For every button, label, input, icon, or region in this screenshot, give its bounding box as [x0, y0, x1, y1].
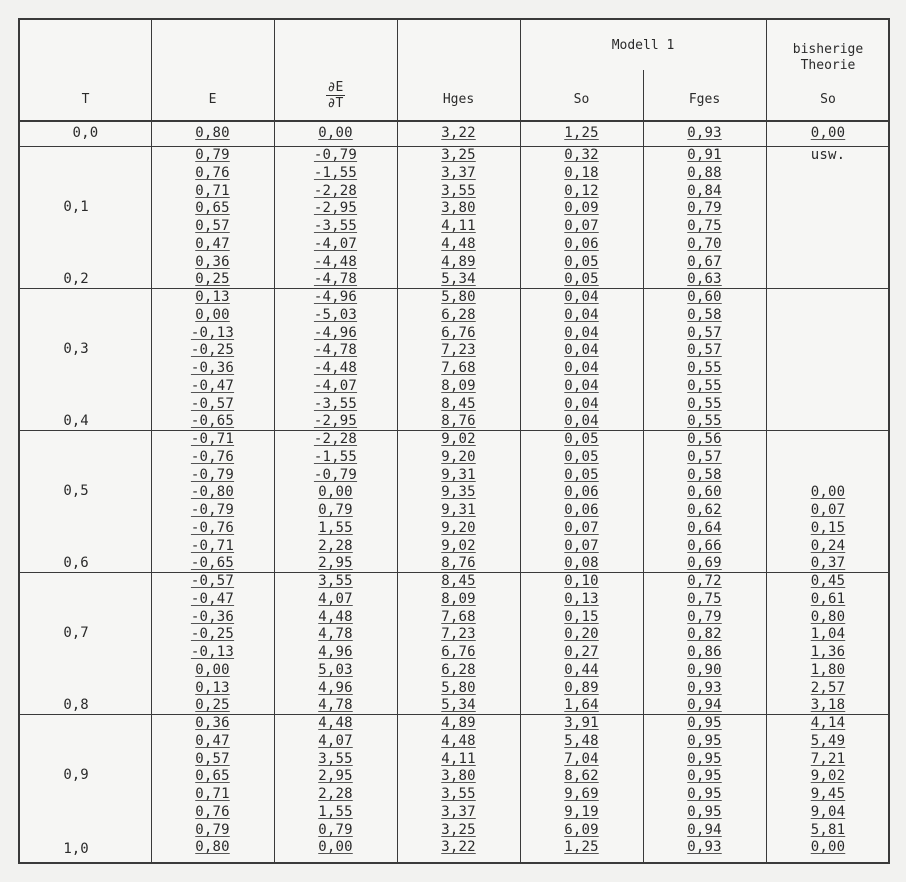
cell-so: 0,27	[564, 644, 599, 660]
cell-fges: 0,95	[687, 732, 722, 749]
t-label: 0,7	[63, 625, 89, 641]
cell-de-dt: -4,07	[313, 235, 358, 252]
cell-hges: 4,89	[441, 715, 476, 731]
cell-so-old: 0,61	[810, 590, 846, 607]
cell-so: 0,12	[564, 182, 599, 199]
cell-hges: 9,31	[441, 502, 476, 518]
cell-so: 0,06	[564, 502, 599, 518]
t-label: 1,0	[63, 841, 89, 857]
cell-so-old	[766, 397, 890, 412]
cell-hges: 3,80	[441, 768, 476, 785]
cell-de-dt: 4,96	[318, 644, 353, 660]
cell-so-old: 9,45	[810, 786, 846, 802]
cell-fges: 0,55	[687, 413, 722, 430]
cell-hges: 3,55	[441, 182, 476, 199]
cell-de-dt: -3,55	[313, 218, 358, 234]
cell-so: 3,91	[564, 715, 599, 731]
cell-hges: 4,89	[441, 253, 476, 270]
cell-de-dt: 4,78	[318, 626, 353, 643]
t-label: 0,8	[63, 697, 89, 713]
cell-hges: 4,48	[441, 235, 476, 252]
cell-so-old: 9,02	[810, 768, 846, 785]
cell-fges: 0,58	[687, 466, 722, 483]
cell-so: 0,07	[564, 519, 599, 536]
cell-hges: 6,76	[441, 324, 476, 341]
cell-so-old: 0,37	[810, 555, 846, 572]
cell-hges: 3,25	[441, 821, 476, 838]
cell-so-old	[766, 432, 890, 447]
cell-so: 0,05	[564, 253, 599, 270]
cell-e: 0,57	[195, 750, 230, 767]
cell-hges: 3,37	[441, 164, 476, 181]
cell-e: -0,65	[190, 555, 235, 572]
cell-fges: 0,90	[687, 661, 722, 678]
cell-so: 0,44	[564, 661, 599, 678]
cell-fges: 0,82	[687, 626, 722, 643]
cell-hges: 3,55	[441, 786, 476, 802]
cell-e: -0,13	[190, 644, 235, 660]
cell-e: 0,71	[195, 786, 230, 802]
header-hges: Hges	[442, 92, 475, 107]
cell-de-dt: 2,95	[318, 555, 353, 572]
cell-hges: 9,35	[441, 484, 476, 501]
cell-e: -0,25	[190, 342, 235, 359]
cell-de-dt: -2,95	[313, 413, 358, 430]
t-label: 0,6	[63, 555, 89, 571]
header-de-dt	[274, 80, 397, 111]
cell-e: 0,36	[195, 253, 230, 270]
cell-so: 0,04	[564, 413, 599, 430]
cell-fges: 0,95	[687, 803, 722, 820]
cell-so-old	[766, 379, 890, 394]
cell-so-old: 3,18	[810, 697, 846, 714]
cell-so: 0,05	[564, 271, 599, 288]
cell-so-old: 5,49	[810, 732, 846, 749]
cell-e: -0,57	[190, 395, 235, 412]
cell-fges: 0,93	[687, 679, 722, 696]
cell-so-old: 0,15	[810, 519, 846, 536]
cell-de-dt: -0,79	[313, 466, 358, 483]
cell-so: 5,48	[564, 732, 599, 749]
cell-so: 0,06	[564, 484, 599, 501]
cell-so-old	[766, 272, 890, 287]
cell-de-dt: -5,03	[313, 306, 358, 323]
cell-hges: 5,80	[441, 289, 476, 305]
cell-fges: 0,60	[687, 289, 722, 305]
cell-e: 0,25	[195, 697, 230, 714]
t-label: 0,1	[63, 199, 89, 215]
cell-de-dt: -2,95	[313, 200, 358, 217]
cell-e: 0,65	[195, 200, 230, 217]
cell-hges: 3,80	[441, 200, 476, 217]
cell-e: -0,57	[190, 573, 235, 589]
cell-fges: 0,79	[687, 200, 722, 217]
cell-fges: 0,55	[687, 360, 722, 376]
cell-so: 0,07	[564, 537, 599, 554]
usw-note: usw.	[810, 147, 846, 163]
cell-hges: 4,11	[441, 218, 476, 234]
cell-hges: 4,48	[441, 732, 476, 749]
cell-so: 0,05	[564, 466, 599, 483]
cell-hges: 7,68	[441, 608, 476, 625]
cell-hges: 9,02	[441, 431, 476, 447]
cell-so: 7,04	[564, 750, 599, 767]
cell-e: -0,80	[190, 484, 235, 501]
header-bisherige: bisherige	[792, 42, 864, 57]
cell-de-dt: -1,55	[313, 164, 358, 181]
cell-de-dt: 0,00	[318, 839, 353, 856]
cell-fges: 0,75	[687, 590, 722, 607]
cell-fges: 0,95	[687, 715, 722, 731]
cell-de-dt: -4,48	[313, 360, 358, 376]
cell-so: 0,13	[564, 590, 599, 607]
cell-so: 0,04	[564, 360, 599, 376]
cell-so-old: 9,04	[810, 803, 846, 820]
cell-so-old	[766, 450, 890, 465]
cell-fges: 0,56	[687, 431, 722, 447]
cell-so-old: 0,07	[810, 502, 846, 518]
cell-hges: 6,76	[441, 644, 476, 660]
cell-so-old	[766, 414, 890, 429]
header-de-denominator: ∂T	[327, 96, 344, 111]
cell-fges: 0,86	[687, 644, 722, 660]
cell-so: 0,04	[564, 306, 599, 323]
cell-so: 0,04	[564, 342, 599, 359]
cell-de-dt: -0,79	[313, 147, 358, 163]
cell-fges: 0,67	[687, 253, 722, 270]
cell-so: 0,15	[564, 608, 599, 625]
cell-so-old	[766, 326, 890, 341]
t-label: 0,9	[63, 767, 89, 783]
cell-de-dt: 4,07	[318, 732, 353, 749]
cell-de-dt: 2,95	[318, 768, 353, 785]
first-row-so-old: 0,00	[810, 125, 846, 141]
cell-so-old	[766, 184, 890, 199]
cell-hges: 6,28	[441, 306, 476, 323]
cell-de-dt: 2,28	[318, 537, 353, 554]
cell-fges: 0,55	[687, 377, 722, 394]
cell-fges: 0,70	[687, 235, 722, 252]
cell-e: 0,79	[195, 147, 230, 163]
t-label: 0,3	[63, 341, 89, 357]
cell-so: 9,69	[564, 786, 599, 802]
cell-so: 0,04	[564, 377, 599, 394]
cell-so-old: 5,81	[810, 821, 846, 838]
cell-so-old	[766, 255, 890, 270]
cell-de-dt: -4,78	[313, 271, 358, 288]
t-label: 0,2	[63, 271, 89, 287]
cell-fges: 0,58	[687, 306, 722, 323]
cell-e: -0,36	[190, 608, 235, 625]
cell-so: 0,32	[564, 147, 599, 163]
cell-e: -0,47	[190, 377, 235, 394]
cell-so: 0,89	[564, 679, 599, 696]
header-divider	[20, 120, 888, 122]
cell-de-dt: 4,48	[318, 715, 353, 731]
cell-e: 0,00	[195, 306, 230, 323]
cell-e: 0,47	[195, 235, 230, 252]
cell-fges: 0,57	[687, 324, 722, 341]
cell-so: 0,20	[564, 626, 599, 643]
cell-hges: 3,37	[441, 803, 476, 820]
first-row-so: 1,25	[564, 125, 599, 141]
cell-hges: 8,45	[441, 573, 476, 589]
header-fges: Fges	[688, 92, 721, 107]
cell-de-dt: 5,03	[318, 661, 353, 678]
cell-e: 0,25	[195, 271, 230, 288]
cell-e: 0,00	[195, 661, 230, 678]
cell-de-dt: -4,96	[313, 289, 358, 305]
cell-e: 0,47	[195, 732, 230, 749]
cell-fges: 0,66	[687, 537, 722, 554]
cell-e: 0,65	[195, 768, 230, 785]
cell-fges: 0,84	[687, 182, 722, 199]
header-t: T	[81, 92, 90, 107]
cell-so: 8,62	[564, 768, 599, 785]
cell-e: -0,47	[190, 590, 235, 607]
cell-fges: 0,95	[687, 768, 722, 785]
cell-de-dt: 4,78	[318, 697, 353, 714]
cell-so: 6,09	[564, 821, 599, 838]
cell-so-old	[766, 343, 890, 358]
cell-de-dt: -3,55	[313, 395, 358, 412]
cell-e: -0,79	[190, 466, 235, 483]
cell-so: 0,08	[564, 555, 599, 572]
cell-de-dt: -4,07	[313, 377, 358, 394]
cell-hges: 4,11	[441, 750, 476, 767]
cell-e: -0,13	[190, 324, 235, 341]
cell-so: 9,19	[564, 803, 599, 820]
cell-de-dt: 3,55	[318, 573, 353, 589]
cell-de-dt: -1,55	[313, 448, 358, 465]
cell-e: -0,79	[190, 502, 235, 518]
cell-fges: 0,95	[687, 750, 722, 767]
header-so-old: So	[820, 92, 836, 107]
cell-de-dt: 0,00	[318, 484, 353, 501]
cell-so: 0,07	[564, 218, 599, 234]
cell-hges: 8,45	[441, 395, 476, 412]
cell-de-dt: 0,79	[318, 821, 353, 838]
cell-fges: 0,55	[687, 395, 722, 412]
cell-hges: 8,76	[441, 555, 476, 572]
cell-e: -0,65	[190, 413, 235, 430]
cell-so-old	[766, 201, 890, 216]
cell-e: 0,71	[195, 182, 230, 199]
cell-fges: 0,69	[687, 555, 722, 572]
cell-de-dt: -2,28	[313, 182, 358, 199]
cell-de-dt: 3,55	[318, 750, 353, 767]
cell-so: 0,05	[564, 431, 599, 447]
cell-e: 0,76	[195, 803, 230, 820]
cell-de-dt: 4,96	[318, 679, 353, 696]
cell-de-dt: -4,78	[313, 342, 358, 359]
cell-de-dt: 1,55	[318, 803, 353, 820]
cell-so: 0,10	[564, 573, 599, 589]
cell-so-old: 1,36	[810, 644, 846, 660]
cell-fges: 0,93	[687, 839, 722, 856]
cell-hges: 7,23	[441, 342, 476, 359]
cell-so: 0,04	[564, 324, 599, 341]
cell-so-old: 1,80	[810, 661, 846, 678]
cell-fges: 0,63	[687, 271, 722, 288]
cell-fges: 0,64	[687, 519, 722, 536]
cell-hges: 8,09	[441, 590, 476, 607]
cell-so-old	[766, 148, 890, 163]
cell-e: 0,79	[195, 821, 230, 838]
cell-hges: 9,20	[441, 519, 476, 536]
cell-hges: 6,28	[441, 661, 476, 678]
cell-so-old: 7,21	[810, 750, 846, 767]
cell-fges: 0,60	[687, 484, 722, 501]
first-row-hges: 3,22	[441, 125, 476, 141]
cell-e: -0,76	[190, 519, 235, 536]
cell-e: 0,76	[195, 164, 230, 181]
cell-so: 0,18	[564, 164, 599, 181]
cell-e: -0,71	[190, 537, 235, 554]
cell-so: 0,04	[564, 395, 599, 412]
cell-so-old: 0,45	[810, 573, 846, 589]
cell-so-old	[766, 219, 890, 234]
cell-hges: 9,02	[441, 537, 476, 554]
cell-fges: 0,57	[687, 342, 722, 359]
cell-e: -0,76	[190, 448, 235, 465]
cell-so-old	[766, 468, 890, 483]
cell-so-old: 2,57	[810, 679, 846, 696]
cell-so: 0,04	[564, 289, 599, 305]
cell-so: 1,25	[564, 839, 599, 856]
data-table	[18, 18, 890, 864]
cell-de-dt: -2,28	[313, 431, 358, 447]
cell-so-old: 0,00	[810, 484, 846, 501]
cell-hges: 5,34	[441, 271, 476, 288]
cell-fges: 0,79	[687, 608, 722, 625]
cell-de-dt: 1,55	[318, 519, 353, 536]
cell-so: 0,09	[564, 200, 599, 217]
cell-de-dt: -4,48	[313, 253, 358, 270]
cell-fges: 0,62	[687, 502, 722, 518]
t-label: 0,4	[63, 413, 89, 429]
t-label: 0,5	[63, 483, 89, 499]
cell-e: 0,57	[195, 218, 230, 234]
cell-fges: 0,72	[687, 573, 722, 589]
cell-hges: 7,23	[441, 626, 476, 643]
header-theorie: Theorie	[800, 58, 856, 73]
cell-de-dt: -4,96	[313, 324, 358, 341]
first-row-t: 0,0	[72, 125, 99, 141]
cell-e: -0,36	[190, 360, 235, 376]
cell-hges: 5,34	[441, 697, 476, 714]
header-e: E	[208, 92, 217, 107]
cell-e: 0,13	[195, 679, 230, 696]
cell-so-old: 0,80	[810, 608, 846, 625]
cell-so-old	[766, 237, 890, 252]
cell-hges: 9,31	[441, 466, 476, 483]
cell-e: 0,36	[195, 715, 230, 731]
cell-de-dt: 4,48	[318, 608, 353, 625]
cell-de-dt: 0,79	[318, 502, 353, 518]
cell-e: -0,71	[190, 431, 235, 447]
cell-so: 1,64	[564, 697, 599, 714]
cell-hges: 7,68	[441, 360, 476, 376]
cell-e: -0,25	[190, 626, 235, 643]
cell-e: 0,13	[195, 289, 230, 305]
first-row-e: 0,80	[195, 125, 230, 141]
cell-fges: 0,57	[687, 448, 722, 465]
header-so: So	[573, 92, 590, 107]
cell-de-dt: 2,28	[318, 786, 353, 802]
cell-hges: 3,25	[441, 147, 476, 163]
header-modell: Modell 1	[611, 38, 675, 53]
cell-fges: 0,88	[687, 164, 722, 181]
cell-so: 0,06	[564, 235, 599, 252]
cell-fges: 0,95	[687, 786, 722, 802]
cell-so-old: 0,24	[810, 537, 846, 554]
cell-hges: 3,22	[441, 839, 476, 856]
cell-e: 0,80	[195, 839, 230, 856]
cell-so-old	[766, 361, 890, 376]
cell-so: 0,05	[564, 448, 599, 465]
cell-hges: 5,80	[441, 679, 476, 696]
first-row-de: 0,00	[318, 125, 353, 141]
cell-so-old: 0,00	[810, 839, 846, 856]
cell-so-old: 4,14	[810, 715, 846, 731]
cell-hges: 8,76	[441, 413, 476, 430]
cell-fges: 0,75	[687, 218, 722, 234]
cell-so-old	[766, 308, 890, 323]
cell-so-old	[766, 166, 890, 181]
cell-fges: 0,94	[687, 697, 722, 714]
cell-hges: 9,20	[441, 448, 476, 465]
cell-de-dt: 4,07	[318, 590, 353, 607]
cell-so-old: 1,04	[810, 626, 846, 643]
first-row-fges: 0,93	[687, 125, 722, 141]
cell-hges: 8,09	[441, 377, 476, 394]
cell-fges: 0,91	[687, 147, 722, 163]
cell-fges: 0,94	[687, 821, 722, 838]
header-de-numerator: ∂E	[327, 80, 344, 95]
cell-so-old	[766, 290, 890, 305]
